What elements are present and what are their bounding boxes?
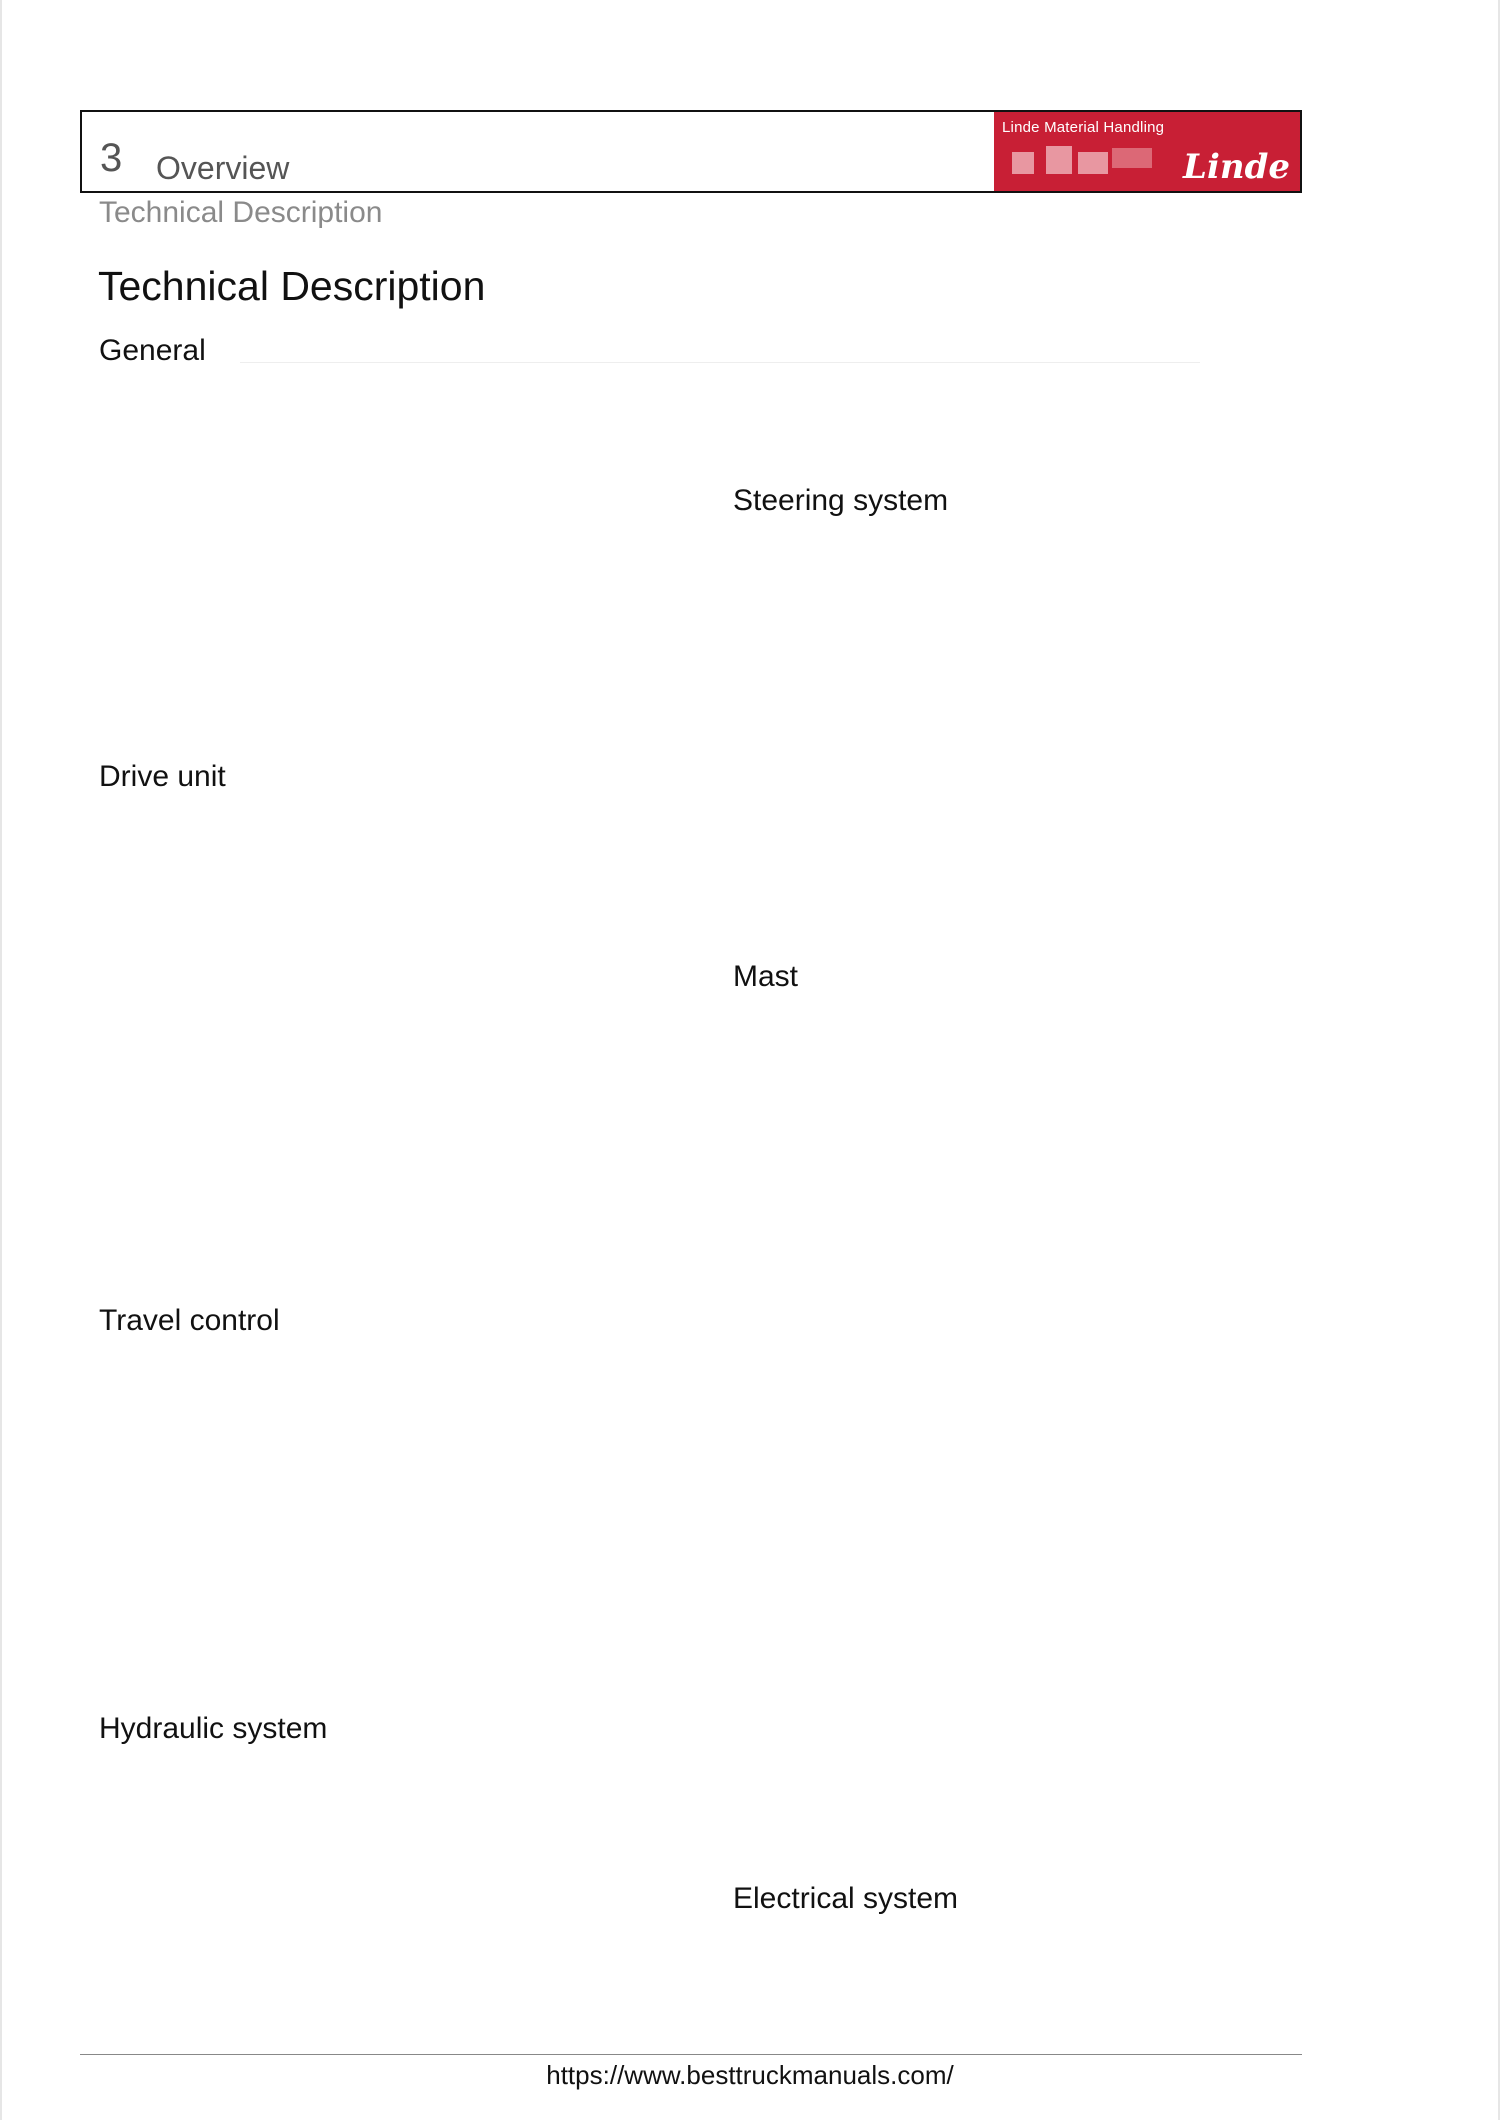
section-heading-travel-control: Travel control [99,1304,280,1337]
page-title: Technical Description [98,263,486,309]
section-heading-electrical-system: Electrical system [733,1882,959,1915]
section-heading-drive-unit: Drive unit [99,760,226,793]
section-heading-hydraulic-system: Hydraulic system [99,1712,328,1745]
chapter-title: Overview [156,150,290,186]
section-heading-general: General [99,334,206,367]
brand-decor-square [1112,148,1152,168]
linde-logo: Linde [1183,147,1290,187]
brand-decor-square [1078,152,1108,174]
brand-tagline: Linde Material Handling [1002,119,1165,136]
section-heading-steering-system: Steering system [733,484,949,517]
brand-decor-square [1012,152,1034,174]
chapter-header [80,110,1302,193]
footer-url-link[interactable]: https://www.besttruckmanuals.com/ [546,2060,954,2090]
chapter-number: 3 [100,136,123,180]
footer-divider [80,2054,1302,2055]
running-head: Technical Description [99,196,383,229]
section-heading-mast: Mast [733,960,799,993]
page-edge-left [0,0,2,2120]
faint-divider [240,362,1200,363]
brand-logo-block [994,112,1300,191]
brand-decor-square [1046,146,1072,174]
